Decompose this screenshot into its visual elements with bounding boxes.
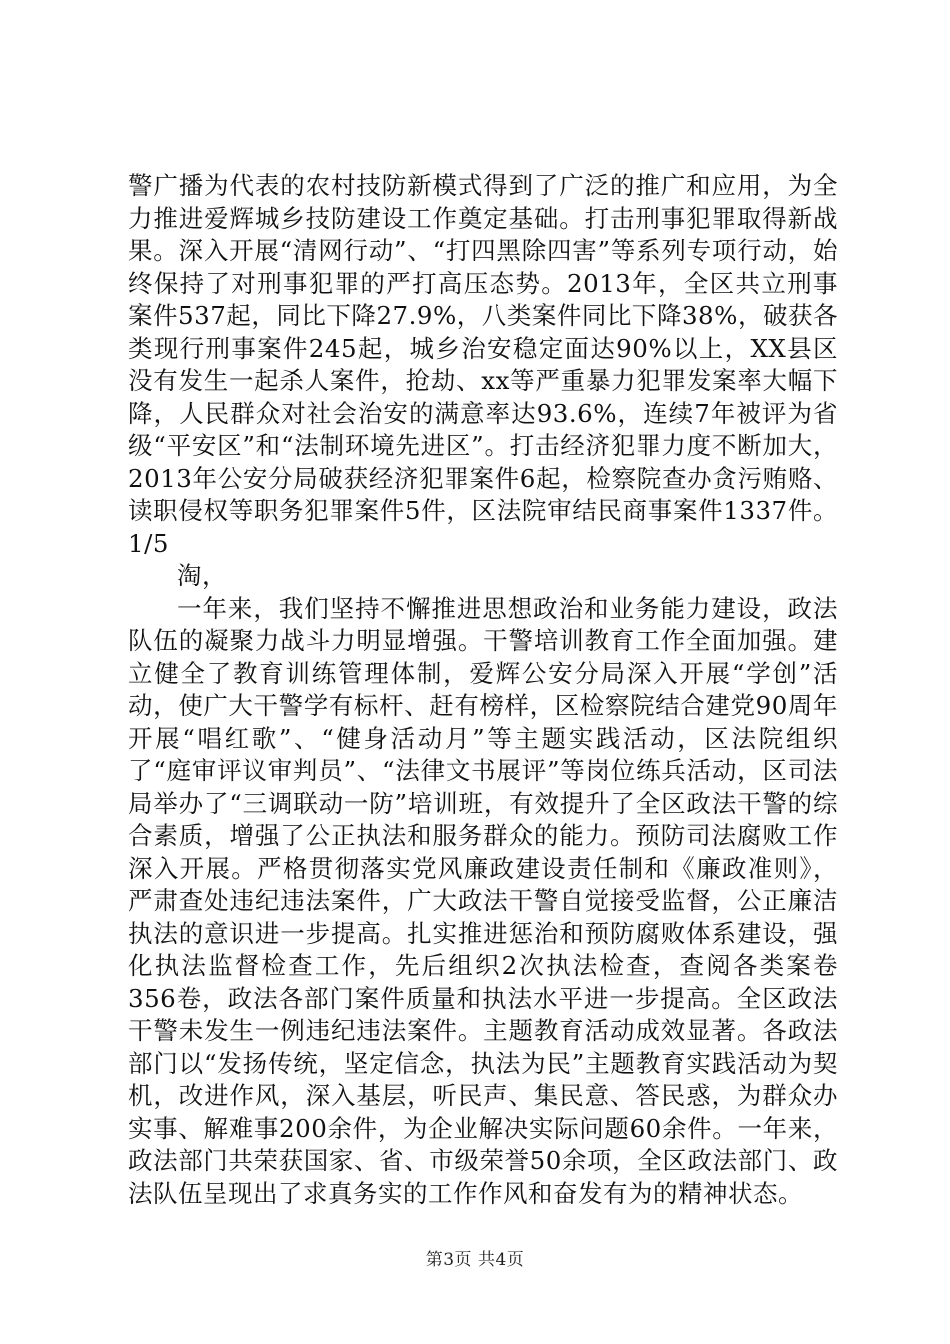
page-number-label: 第3页 共4页 [425,1250,525,1270]
document-body [128,170,838,1210]
paragraph-continued: 警广播为代表的农村技防新模式得到了广泛的推广和应用，为全力推进爱辉城乡技防建设工作奠定基础。打击刑事犯罪取得新战果。深入开展“清网行动”、“打四黑除四害”等系列专项行动，始终保持了对刑事犯罪的严打高压态势。2013年，全区共立刑事案件537起，同比下降27.9%，八类案件同比下降38%，破获各类现行刑事案件245起，城乡治安稳定面达90%以上，XX县区没有发生一起杀人案件，抢劫、xx等严重暴力犯罪发案率大幅下降，人民群众对社会治安的满意率达93.6%，连续7年被评为省级“平安区”和“法制环境先进区”。打击经济犯罪力度不断加大，2013年公安分局破获经济犯罪案件6起，检察院查办贪污贿赂、读职侵权等职务犯罪案件5件，区法院审结民商事案件1337件。1/5 [128,171,838,558]
page-footer [0,1245,950,1270]
paragraph-body: 一年来，我们坚持不懈推进思想政治和业务能力建设，政法队伍的凝聚力战斗力明显增强。干警培训教育工作全面加强。建立健全了教育训练管理体制，爱辉公安分局深入开展“学创”活动，使广大干警学有标杆、赶有榜样，区检察院结合建党90周年开展“唱红歌”、“健身活动月”等主题实践活动，区法院组织了“庭审评议审判员”、“法律文书展评”等岗位练兵活动，区司法局举办了“三调联动一防”培训班，有效提升了全区政法干警的综合素质，增强了公正执法和服务群众的能力。预防司法腐败工作深入开展。严格贯彻落实党风廉政建设责任制和《廉政准则》，严肃查处违纪违法案件，广大政法干警自觉接受监督，公正廉洁执法的意识进一步提高。扎实推进惩治和预防腐败体系建设，强化执法监督检查工作，先后组织2次执法检查，查阅各类案卷356卷，政法各部门案件质量和执法水平进一步提高。全区政法干警未发生一例违纪违法案件。主题教育活动成效显著。各政法部门以“发扬传统，坚定信念，执法为民”主题教育实践活动为契机，改进作风，深入基层，听民声、集民意、答民惑，为群众办实事、解难事200余件，为企业解决实际问题60余件。一年来，政法部门共荣获国家、省、市级荣誉50余项，全区政法部门、政法队伍呈现出了求真务实的工作作风和奋发有为的精神状态。 [128,593,838,1208]
paragraph-fragment: 淘， [177,561,227,590]
